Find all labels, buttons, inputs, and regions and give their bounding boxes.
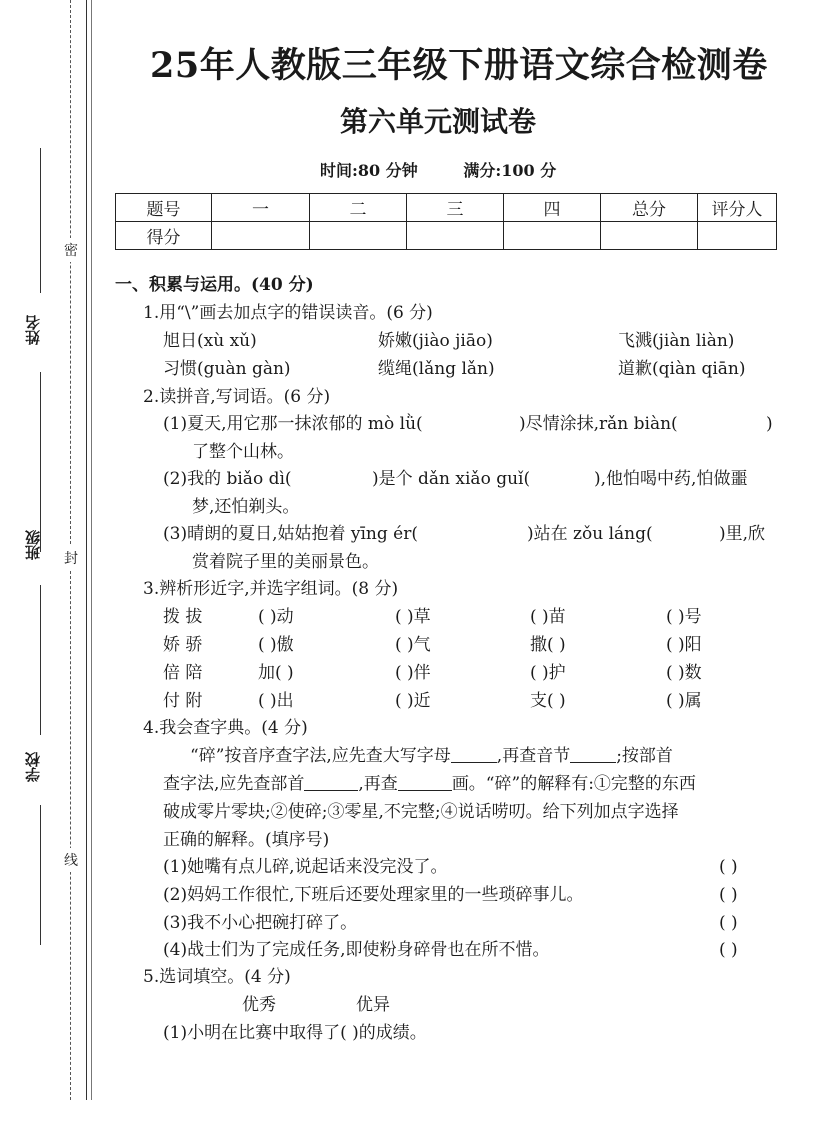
score-cell: 总分: [601, 194, 698, 222]
q1-item: 飞溅(jiàn liàn): [618, 331, 735, 351]
score-cell: 一: [212, 194, 310, 222]
q3-word-blank[interactable]: ( )阳: [666, 635, 702, 655]
q3-char-pair: 倍 陪: [163, 663, 203, 683]
score-cell: 得分: [116, 222, 212, 250]
q4-blank-strokes[interactable]: [398, 772, 452, 791]
score-cell: 二: [310, 194, 407, 222]
q3-word-blank[interactable]: 支( ): [530, 691, 566, 711]
q2-line2c: ),他怕喝中药,怕做噩: [594, 469, 748, 489]
q5-word: 优异: [356, 995, 390, 1015]
seal-feng: 封: [64, 546, 78, 570]
score-cell: 评分人: [698, 194, 777, 222]
q4-blank-letter[interactable]: [451, 744, 497, 763]
q4-para2: 查字法,应先查部首 ,再查 画。“碎”的解释有:①完整的东西: [163, 774, 696, 794]
seal-xian: 线: [64, 848, 78, 872]
q4-para1: “碎”按音序查字法,应先查大写字母 ,再查音节 ;按部首: [190, 746, 673, 766]
time-score-bar: [320, 158, 596, 181]
q3-word-blank[interactable]: ( )属: [666, 691, 702, 711]
seal-mi: 密: [64, 238, 78, 262]
q2-line2a: (2)我的 biǎo dì(: [163, 469, 292, 489]
q3-char-pair: 付 附: [163, 691, 203, 711]
score-input-cell[interactable]: [310, 222, 407, 250]
class-blank: [40, 585, 41, 735]
q3-char-pair: 娇 骄: [163, 635, 203, 655]
q4-prompt: 4.我会查字典。(4 分): [143, 718, 308, 738]
q2-line1a: (1)夏天,用它那一抹浓郁的 mò lǜ(: [163, 414, 423, 434]
score-input-cell[interactable]: [407, 222, 504, 250]
binding-solid-line: [86, 0, 87, 1100]
q1-item: 缆绳(lǎng lǎn): [378, 359, 495, 379]
score-cell: 题号: [116, 194, 212, 222]
score-input-cell[interactable]: [504, 222, 601, 250]
q3-prompt: 3.辨析形近字,并选字组词。(8 分): [143, 579, 399, 599]
q4-answer-paren[interactable]: ( ): [719, 885, 738, 905]
q3-word-blank[interactable]: ( )护: [530, 663, 566, 683]
q4-blank-radical[interactable]: [304, 772, 358, 791]
q3-word-blank[interactable]: ( )傲: [258, 635, 294, 655]
q1-item: 旭日(xù xǔ): [163, 331, 257, 351]
q5-prompt: 5.选词填空。(4 分): [143, 967, 291, 987]
q3-word-blank[interactable]: ( )动: [258, 607, 294, 627]
q3-word-blank[interactable]: 撒( ): [530, 635, 566, 655]
name-rule: [40, 148, 41, 293]
q4-item: (2)妈妈工作很忙,下班后还要处理家里的一些琐碎事儿。: [163, 885, 584, 905]
q1-item: 道歉(qiàn qiān): [618, 359, 746, 379]
q5-line1: (1)小明在比赛中取得了( )的成绩。: [163, 1023, 427, 1043]
full-score: 满分:100 分: [463, 161, 557, 180]
score-input-cell[interactable]: [601, 222, 698, 250]
score-table: [115, 193, 777, 250]
page-subtitle: 第六单元测试卷: [340, 105, 537, 138]
score-cell: 三: [407, 194, 504, 222]
name-blank: [40, 372, 41, 552]
q3-word-blank[interactable]: ( )出: [258, 691, 294, 711]
q4-para3: 破成零片零块;②使碎;③零星,不完整;④说话唠叨。给下列加点字选择: [163, 802, 679, 822]
q2-line3a: (3)晴朗的夏日,姑姑抱着 yīng ér(: [163, 524, 418, 544]
q4-item: (4)战士们为了完成任务,即使粉身碎骨也在所不惜。: [163, 940, 550, 960]
q4-answer-paren[interactable]: ( ): [719, 940, 738, 960]
binding-solid-line-inner: [91, 0, 92, 1100]
q4-para4: 正确的解释。(填序号): [163, 830, 330, 850]
q2-line2d: 梦,还怕剃头。: [192, 497, 300, 517]
q5-word: 优秀: [242, 995, 276, 1015]
q2-line3d: 赏着院子里的美丽景色。: [192, 552, 379, 572]
q3-word-blank[interactable]: ( )数: [666, 663, 702, 683]
q4-blank-syllable[interactable]: [570, 744, 616, 763]
q2-line1d: 了整个山林。: [192, 442, 294, 462]
q2-line1b: )尽情涂抹,rǎn biàn(: [519, 414, 678, 434]
q3-word-blank[interactable]: ( )苗: [530, 607, 566, 627]
score-input-cell[interactable]: [212, 222, 310, 250]
score-cell: 四: [504, 194, 601, 222]
q2-line3c: )里,欣: [719, 524, 766, 544]
score-table-header-row: [116, 194, 777, 222]
q2-line1c: ): [766, 414, 773, 434]
school-label: 学校: [24, 752, 42, 782]
page-title: 25年人教版三年级下册语文综合检测卷: [150, 45, 768, 86]
q1-item: 娇嫩(jiào jiāo): [378, 331, 493, 351]
class-label: 班级: [24, 530, 42, 560]
q3-word-blank[interactable]: ( )伴: [395, 663, 431, 683]
q2-line2b: )是个 dǎn xiǎo guǐ(: [372, 469, 531, 489]
q2-line3b: )站在 zǒu láng(: [527, 524, 653, 544]
q3-word-blank[interactable]: 加( ): [258, 663, 294, 683]
school-blank: [40, 805, 41, 945]
q2-prompt: 2.读拼音,写词语。(6 分): [143, 387, 331, 407]
section-heading: 一、积累与运用。(40 分): [115, 275, 314, 295]
time-limit: 时间:80 分钟: [320, 161, 418, 180]
q4-answer-paren[interactable]: ( ): [719, 857, 738, 877]
q1-item: 习惯(guàn gàn): [163, 359, 291, 379]
q3-char-pair: 拨 拔: [163, 607, 203, 627]
q4-item: (3)我不小心把碗打碎了。: [163, 913, 358, 933]
q1-prompt: 1.用“\”画去加点字的错误读音。(6 分): [143, 303, 433, 323]
q4-item: (1)她嘴有点儿碎,说起话来没完没了。: [163, 857, 448, 877]
q3-word-blank[interactable]: ( )号: [666, 607, 702, 627]
score-table-score-row: [116, 222, 777, 250]
name-label: 姓名: [24, 315, 42, 345]
q3-word-blank[interactable]: ( )近: [395, 691, 431, 711]
q3-word-blank[interactable]: ( )气: [395, 635, 431, 655]
q4-answer-paren[interactable]: ( ): [719, 913, 738, 933]
q3-word-blank[interactable]: ( )草: [395, 607, 431, 627]
score-input-cell[interactable]: [698, 222, 777, 250]
